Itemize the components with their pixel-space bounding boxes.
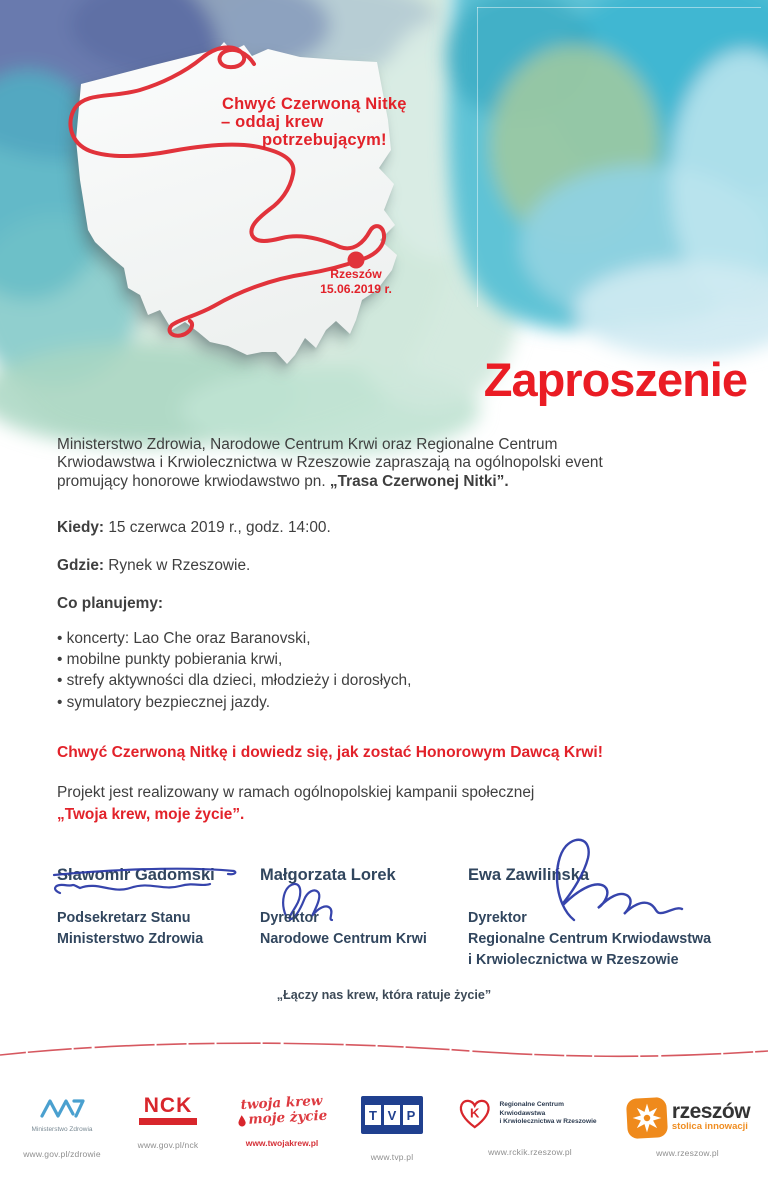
campaign-text: Projekt jest realizowany w ramach ogólnopolskiej kampanii społecznej xyxy=(57,784,535,801)
when-value: 15 czerwca 2019 r., godz. 14:00. xyxy=(104,519,331,536)
plan-bullet-list xyxy=(57,628,697,713)
title-line: Narodowe Centrum Krwi xyxy=(260,931,427,947)
nck-red-bar xyxy=(139,1118,197,1125)
svg-text:K: K xyxy=(470,1105,480,1121)
map-point-date: 15.06.2019 r. xyxy=(320,281,392,296)
rzeszow-map-dot xyxy=(348,252,365,269)
twoja-krew-url: www.twojakrew.pl xyxy=(245,1138,319,1148)
nck-url: www.gov.pl/nck xyxy=(137,1140,199,1150)
where-value: Rynek w Rzeszowie. xyxy=(104,557,251,574)
map-tagline-line3: potrzebującym! xyxy=(262,131,387,149)
logo-tvp xyxy=(332,1096,452,1162)
logo-ministerstwo-zdrowia xyxy=(2,1096,122,1159)
intro-line3: promujący honorowe krwiodawstwo pn. xyxy=(57,472,330,490)
intro-highlight: „Trasa Czerwonej Nitki”. xyxy=(329,472,509,490)
svg-text:V: V xyxy=(387,1108,397,1123)
heart-k-icon xyxy=(456,1096,493,1132)
list-item xyxy=(57,692,697,713)
bullet-glyph: • xyxy=(57,630,63,647)
signature-name-gadomski: Sławomir Gadomski xyxy=(57,866,215,884)
signature-ink-gadomski xyxy=(50,860,240,900)
campaign-highlight: „Twoja krew, moje życie”. xyxy=(57,805,245,823)
title-line: Podsekretarz Stanu xyxy=(57,910,191,926)
cta-line: Chwyć Czerwoną Nitkę i dowiedz się, jak zostać Honorowym Dawcą Krwi! xyxy=(57,744,603,761)
logo-rckik xyxy=(450,1096,610,1157)
frame-line-horizontal xyxy=(477,7,761,8)
list-item xyxy=(57,628,697,649)
logo-nck xyxy=(108,1096,228,1150)
signature-titles-lorek xyxy=(260,908,427,950)
title-line: Dyrektor xyxy=(260,910,319,926)
signature-titles-zawilinska xyxy=(468,908,711,971)
list-item xyxy=(57,649,697,670)
twoja-krew-line2: moje życie xyxy=(248,1107,328,1128)
blood-drop-icon xyxy=(237,1114,247,1127)
rzeszow-url: www.rzeszow.pl xyxy=(656,1148,719,1158)
when-row xyxy=(57,519,331,537)
nck-wordmark: NCK xyxy=(143,1094,193,1117)
title-line: Dyrektor xyxy=(468,910,527,926)
when-label: Kiedy: xyxy=(57,519,105,536)
intro-paragraph xyxy=(57,436,717,491)
rckik-url: www.rckik.rzeszow.pl xyxy=(488,1147,572,1157)
title-line: i Krwiolecznictwa w Rzeszowie xyxy=(468,952,679,968)
tvp-icon xyxy=(361,1096,423,1134)
twoja-krew-script xyxy=(221,1093,342,1129)
frame-line-vertical xyxy=(477,7,478,307)
bullet-glyph: • xyxy=(57,651,63,669)
bullet-glyph: • xyxy=(57,693,63,711)
rckik-line1: Regionalne Centrum Krwiodawstwa xyxy=(499,1101,564,1117)
tvp-url: www.tvp.pl xyxy=(370,1152,414,1162)
where-label: Gdzie: xyxy=(57,557,105,574)
svg-text:P: P xyxy=(406,1108,416,1123)
title-line: Ministerstwo Zdrowia xyxy=(57,931,204,947)
where-row xyxy=(57,557,250,575)
title-line: Regionalne Centrum Krwiodawstwa xyxy=(468,931,712,947)
rckik-line2: i Krwiolecznictwa w Rzeszowie xyxy=(499,1118,597,1126)
signature-titles-gadomski xyxy=(57,908,203,950)
mz-caption: Ministerstwo Zdrowia xyxy=(31,1126,93,1133)
page-title: Zaproszenie xyxy=(483,353,747,406)
motto-quote: „Łączy nas krew, która ratuje życie” xyxy=(276,988,492,1002)
campaign-paragraph xyxy=(57,782,697,825)
bullet-text: mobilne punkty pobierania krwi, xyxy=(66,651,283,669)
watercolor-right-blob xyxy=(445,0,768,358)
svg-text:T: T xyxy=(369,1108,377,1123)
logo-twoja-krew xyxy=(222,1092,342,1148)
bullet-text: koncerty: Lao Che oraz Baranovski, xyxy=(66,630,311,647)
intro-line2: Krwiodawstwa i Krwiolecznictwa w Rzeszowie zapraszają na ogólnopolski event xyxy=(57,454,603,472)
map-tagline-line2: – oddaj krew xyxy=(221,113,324,131)
mz-zigzag-icon xyxy=(39,1096,85,1120)
logo-rzeszow xyxy=(620,1096,755,1158)
rzeszow-subtitle: stolica innowacji xyxy=(671,1121,748,1132)
plan-heading: Co planujemy: xyxy=(57,595,164,612)
map-point-city: Rzeszów xyxy=(330,267,382,281)
bullet-text: symulatory bezpiecznej jazdy. xyxy=(66,693,270,711)
rckik-textblock xyxy=(499,1101,610,1127)
rzeszow-star-icon xyxy=(625,1096,669,1140)
twoja-krew-line1: twoja krew xyxy=(240,1092,323,1114)
signature-name-lorek: Małgorzata Lorek xyxy=(260,866,396,884)
bullet-glyph: • xyxy=(57,672,63,690)
rzeszow-wordmark: rzeszów xyxy=(671,1100,751,1123)
bullet-text: strefy aktywności dla dzieci, młodzieży i dorosłych, xyxy=(66,672,412,690)
intro-line1: Ministerstwo Zdrowia, Narodowe Centrum Krwi oraz Regionalne Centrum xyxy=(57,436,558,453)
map-point-label xyxy=(306,267,406,296)
mz-url: www.gov.pl/zdrowie xyxy=(23,1149,101,1159)
signature-name-zawilinska: Ewa Zawilińska xyxy=(468,866,590,884)
list-item xyxy=(57,670,697,691)
red-wave-divider xyxy=(0,1030,768,1076)
map-tagline-line1: Chwyć Czerwoną Nitkę xyxy=(222,95,407,113)
